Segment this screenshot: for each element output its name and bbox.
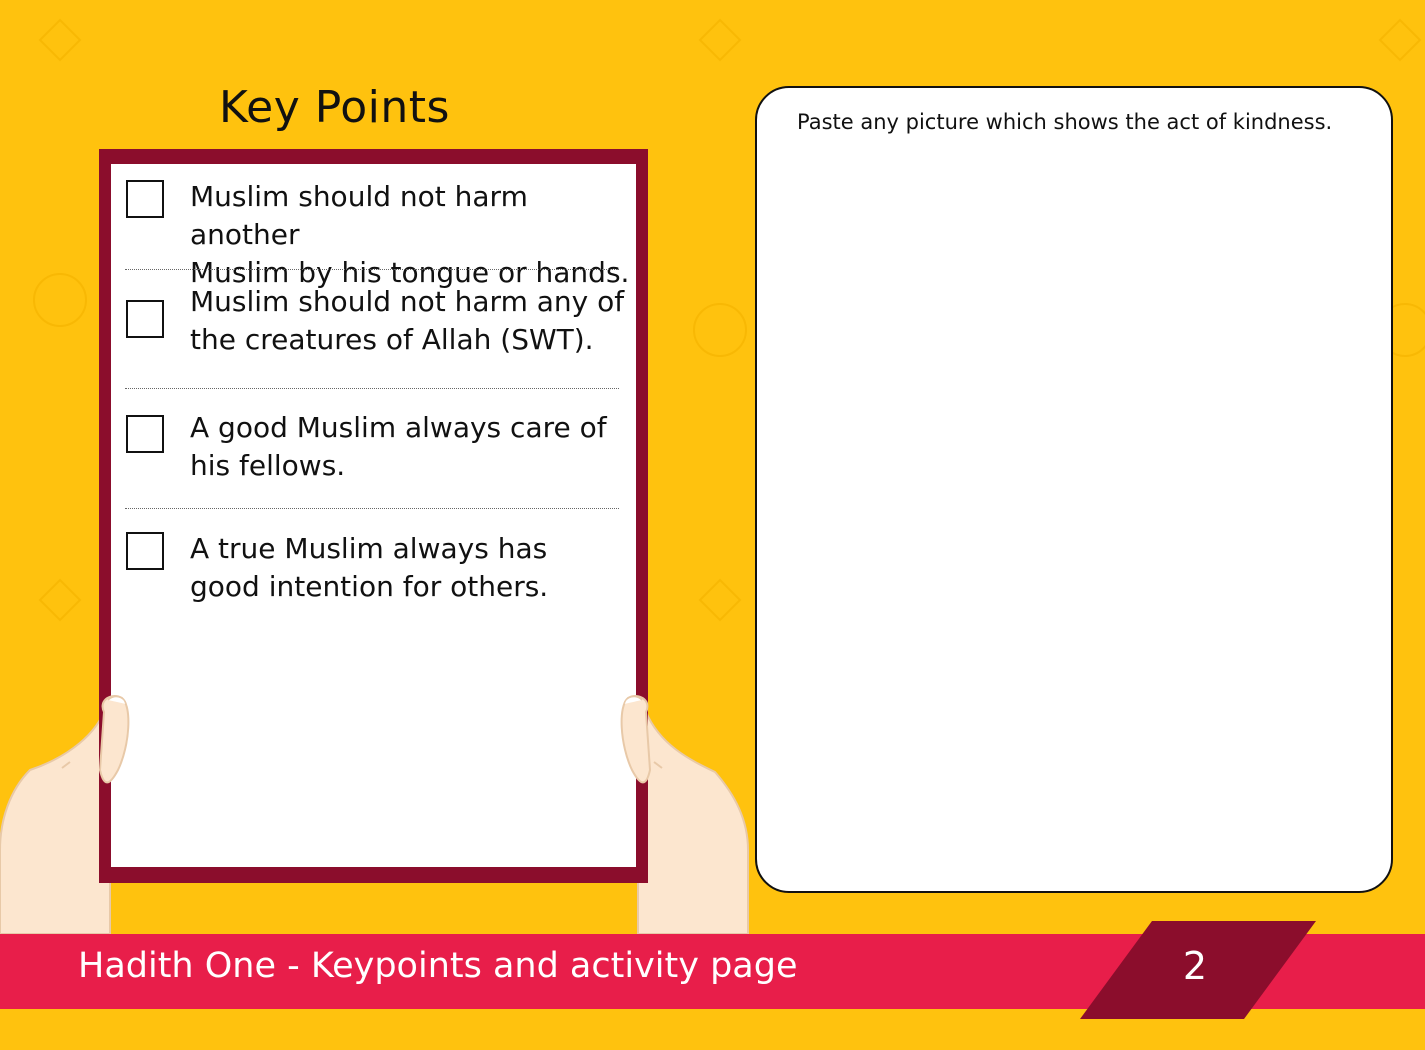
page-number: 2 [1182, 944, 1208, 988]
key-point-text [190, 178, 630, 292]
picture-paste-area[interactable] [755, 86, 1393, 893]
checkbox[interactable] [126, 180, 164, 218]
key-point-line: Muslim should not harm any of [190, 285, 625, 318]
key-point-line: Muslim by his tongue or hands. [190, 256, 630, 289]
footer-title: Hadith One - Keypoints and activity page [78, 946, 798, 986]
dotted-divider [125, 388, 619, 389]
dotted-divider [125, 269, 619, 270]
key-point-line: good intention for others. [190, 570, 549, 603]
key-point-line: Muslim should not harm another [190, 180, 528, 251]
key-point-line: his fellows. [190, 449, 346, 482]
key-point-text [190, 530, 630, 606]
dotted-divider [125, 508, 619, 509]
checkbox[interactable] [126, 532, 164, 570]
page-title: Key Points [219, 82, 450, 133]
checkbox[interactable] [126, 300, 164, 338]
key-point-line: A true Muslim always has [190, 532, 548, 565]
activity-prompt: Paste any picture which shows the act of kindness. [797, 110, 1333, 134]
key-point-line: A good Muslim always care of [190, 411, 607, 444]
key-point-line: the creatures of Allah (SWT). [190, 323, 594, 356]
key-point-text [190, 409, 630, 485]
key-point-text [190, 283, 630, 359]
checkbox[interactable] [126, 415, 164, 453]
